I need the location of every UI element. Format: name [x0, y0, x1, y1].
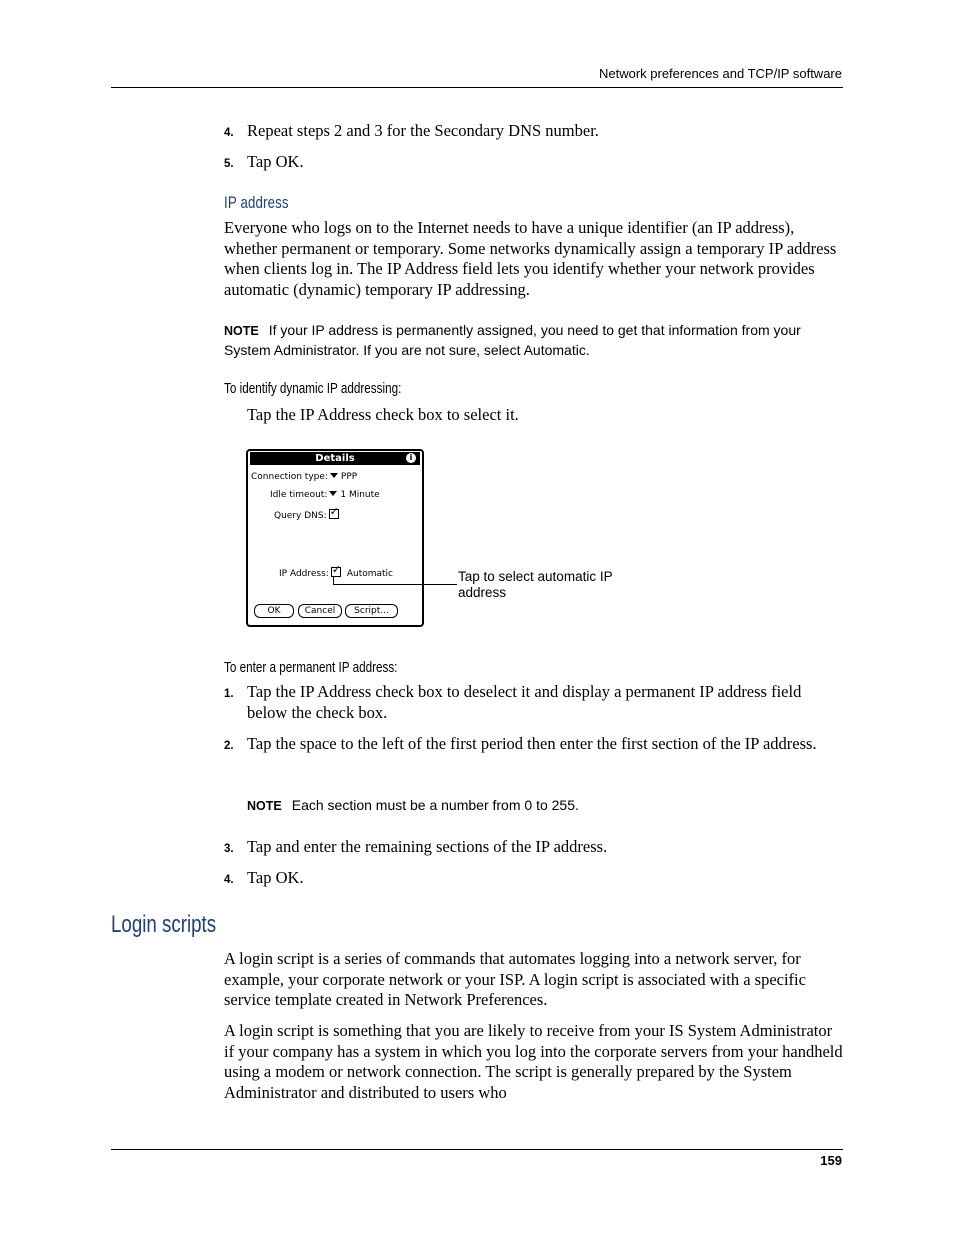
note-label: NOTE — [247, 799, 282, 813]
login-paragraph-2: A login script is something that you are likely to receive from your IS System Administrator if your company has a system in which you log into the corporate servers from your handheld using a modem or network connection. The script is generally prepared by the System Administrator and distributed to users who — [224, 1021, 843, 1102]
page-number: 159 — [820, 1153, 842, 1168]
step-number: 5. — [224, 158, 234, 170]
procedure-heading-permanent: To enter a permanent IP address: — [224, 659, 398, 676]
ip-address-label: IP Address: — [279, 569, 329, 579]
step-text: Tap OK. — [247, 868, 304, 887]
section-heading-login-scripts: Login scripts — [111, 911, 217, 938]
query-dns-row — [274, 509, 339, 521]
dynamic-instruction: Tap the IP Address check box to select it. — [247, 405, 519, 424]
note-text: Each section must be a number from 0 to 255. — [291, 797, 579, 813]
idle-timeout-row — [270, 490, 380, 500]
step-number: 4. — [224, 127, 234, 139]
dialog-title: Details — [315, 453, 355, 464]
step-text: Repeat steps 2 and 3 for the Secondary DNS number. — [247, 121, 599, 140]
step-number: 1. — [224, 688, 234, 700]
note — [247, 796, 837, 816]
dropdown-arrow-icon — [329, 491, 337, 496]
connection-type-value: PPP — [340, 472, 358, 482]
dialog-title-bar — [250, 452, 420, 465]
step-text: Tap the IP Address check box to deselect it and display a permanent IP address field below the check box. — [247, 682, 802, 722]
connection-type-label: Connection type: — [251, 472, 328, 482]
section-heading-ip-address: IP address — [224, 193, 289, 212]
step-number: 3. — [224, 843, 234, 855]
running-header: Network preferences and TCP/IP software — [598, 66, 842, 81]
details-dialog-screenshot — [246, 449, 424, 627]
step-number: 4. — [224, 874, 234, 886]
login-paragraph-1: A login script is a series of commands that automates logging into a network server, for example, your corporate network or your ISP. A login script is associated with a specific service template created in Network Preferences. — [224, 949, 806, 1009]
dropdown-arrow-icon — [330, 473, 338, 478]
connection-type-row — [251, 472, 357, 482]
idle-timeout-value: 1 Minute — [340, 490, 380, 500]
ip-address-row — [279, 567, 393, 579]
step-number: 2. — [224, 740, 234, 752]
ok-button: OK — [254, 604, 294, 618]
note-label: NOTE — [224, 324, 259, 338]
step-text: Tap OK. — [247, 152, 304, 171]
step-text: Tap and enter the remaining sections of the IP address. — [247, 837, 608, 856]
query-dns-label: Query DNS: — [274, 511, 327, 521]
callout-label: Tap to select automatic IP address — [458, 569, 613, 600]
idle-timeout-label: Idle timeout: — [270, 490, 328, 500]
checkbox-checked-icon — [329, 509, 339, 519]
note-text: If your IP address is permanently assigned, you need to get that information from your System Administrator. If you are not sure, select Automatic. — [224, 322, 801, 358]
step-text: Tap the space to the left of the first period then enter the first section of the IP address. — [247, 734, 817, 753]
footer-rule — [111, 1149, 843, 1150]
note — [224, 321, 844, 359]
ip-address-value: Automatic — [346, 569, 393, 579]
header-rule — [111, 87, 843, 88]
callout-leader-horizontal — [333, 584, 457, 585]
info-icon: i — [406, 453, 416, 463]
cancel-button: Cancel — [298, 604, 342, 618]
ip-address-paragraph: Everyone who logs on to the Internet needs to have a unique identifier (an IP address), whether permanent or temporary. Some networks dynamically assign a temporary IP address when clients log in. The IP Address field lets you identify whether your network provides automatic (dynamic) temporary IP addressing. — [224, 218, 837, 299]
script-button: Script... — [345, 604, 398, 618]
procedure-heading-dynamic: To identify dynamic IP addressing: — [224, 380, 402, 397]
